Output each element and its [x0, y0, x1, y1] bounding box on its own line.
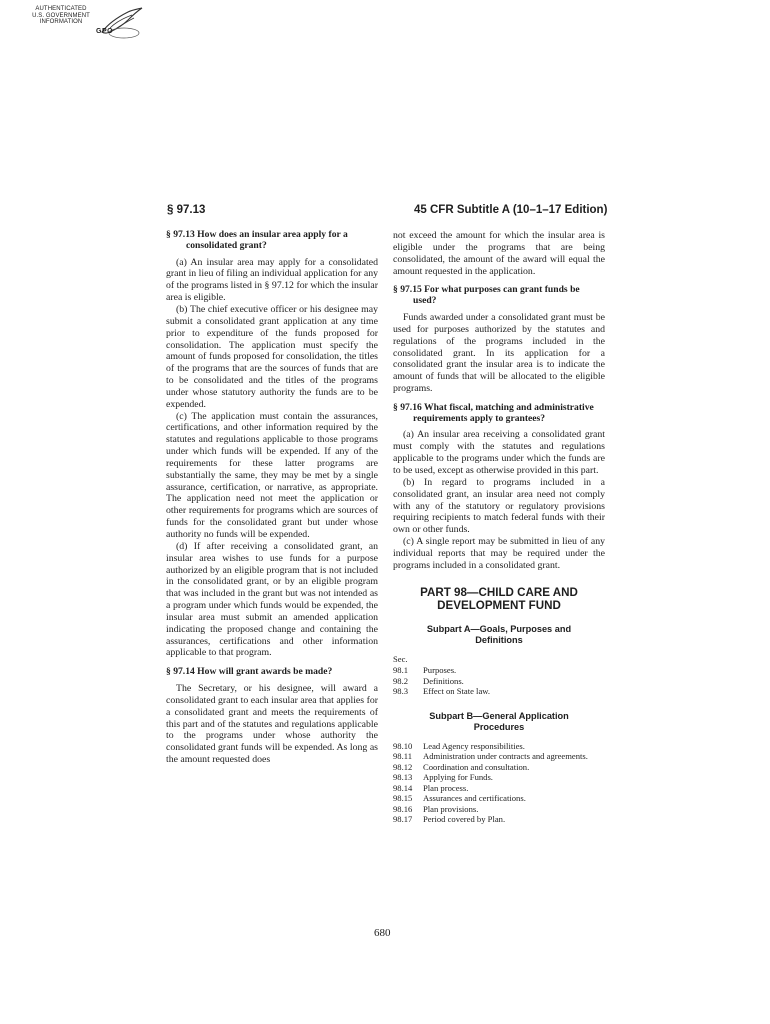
- running-head-section: § 97.13: [167, 204, 206, 216]
- toc-section-number: 98.13: [393, 772, 413, 783]
- toc-section-title: Period covered by Plan.: [423, 814, 506, 825]
- seal-text: [26, 6, 96, 26]
- toc-section-title: Assurances and certifications.: [423, 793, 526, 804]
- subpart-title-line: Subpart B—General Application: [429, 710, 569, 721]
- paragraph-97-13-c: (c) The application must contain the assurances, certifications, and other information required by the statutes and regulations applicable to those programs under which funds will be expended. If any of the requirements for these latter programs are substantially the same, they may be met by a single assurance, certification, or narrative, as appropriate. The application need not meet the application or other requirements for programs which are sources of funds for the consolidated grant but under whose authority no funds will be expended.: [166, 410, 378, 540]
- seal-line: U.S. GOVERNMENT: [32, 12, 90, 19]
- toc-entry[interactable]: [393, 676, 605, 687]
- paragraph-97-14-continued: not exceed the amount for which the insular area is eligible under the programs that are being consolidated, the amount of the award will equal the amount requested in the application.: [393, 230, 605, 277]
- toc-entry[interactable]: [393, 762, 605, 773]
- toc-section-title: Plan process.: [423, 782, 469, 793]
- toc-entry[interactable]: [393, 793, 605, 804]
- toc-section-title: Administration under contracts and agreements.: [423, 751, 588, 762]
- subpart-title-line: Procedures: [473, 721, 525, 732]
- toc-section-number: 98.15: [393, 793, 413, 804]
- right-column: [393, 230, 605, 825]
- toc-section-number: 98.1: [393, 665, 409, 676]
- paragraph-97-13-b: (b) The chief executive officer or his designee may submit a consolidated grant application at any time prior to expenditure of the funds proposed for consolidation. The application must specify the amount of funds proposed for consolidation, the titles of the programs that are the sources of funds that are to be consolidated and the titles of the programs under whose statutory authority the funds are to be expended.: [166, 303, 378, 410]
- toc-section-number: 98.16: [393, 803, 413, 814]
- subpart-b-title: [405, 711, 593, 733]
- toc-section-number: 98.11: [393, 751, 413, 762]
- toc-section-title: Definitions.: [423, 675, 464, 686]
- toc-entry[interactable]: [393, 751, 605, 762]
- left-column: [166, 230, 378, 766]
- paragraph-97-13-a: (a) An insular area may apply for a consolidated grant in lieu of filing an individual application for any of the programs listed in § 97.12 for which the insular area is eligible.: [166, 256, 378, 304]
- toc-section-number: 98.17: [393, 814, 413, 825]
- toc-section-number: 98.12: [393, 761, 413, 772]
- table-of-contents-subpart-a: [393, 654, 605, 697]
- toc-entry[interactable]: [393, 665, 605, 676]
- running-head-title: 45 CFR Subtitle A (10–1–17 Edition): [414, 204, 608, 216]
- section-heading-97-14: § 97.14 How will grant awards be made?: [166, 666, 333, 678]
- subpart-a-title: [405, 624, 593, 646]
- part-title-line: DEVELOPMENT FUND: [437, 598, 561, 612]
- toc-entry[interactable]: [393, 772, 605, 783]
- toc-section-title: Lead Agency responsibilities.: [423, 740, 525, 751]
- subpart-title-line: Subpart A—Goals, Purposes and: [426, 623, 572, 634]
- toc-section-title: Plan provisions.: [423, 803, 479, 814]
- toc-entry[interactable]: [393, 686, 605, 697]
- subpart-title-line: Definitions: [475, 634, 523, 645]
- seal-line: INFORMATION: [39, 19, 83, 25]
- section-heading-97-16: § 97.16 What fiscal, matching and administrative requirements apply to grantees?: [393, 401, 594, 424]
- toc-entry[interactable]: [393, 804, 605, 815]
- toc-entry[interactable]: [393, 741, 605, 752]
- toc-sec-label: Sec.: [393, 653, 408, 664]
- toc-section-title: Purposes.: [423, 665, 457, 676]
- paragraph-97-13-d: (d) If after receiving a consolidated grant, an insular area wishes to use funds for a purpose authorized by an eligible program that is not included in the consolidated grant, or by an eligible program that was included in the grant but was not intended as a program under which funds would be expended, the insular area must submit an amended application indicating the proposed change and containing the assurances, certifications and other information applicable to that program.: [166, 540, 378, 659]
- gpo-authentication-seal: [26, 6, 146, 46]
- part-98-title: [393, 586, 605, 612]
- toc-entry[interactable]: [393, 814, 605, 825]
- toc-section-title: Effect on State law.: [423, 686, 491, 697]
- toc-section-title: Applying for Funds.: [423, 772, 493, 783]
- seal-line: AUTHENTICATED: [35, 6, 87, 12]
- toc-section-number: 98.2: [393, 675, 409, 686]
- part-title-line: PART 98—CHILD CARE AND: [420, 585, 578, 599]
- paragraph-97-15: Funds awarded under a consolidated grant must be used for purposes authorized by the statutes and regulations of the programs included in the consolidated grant. In its application for a consolidated grant the insular area is to indicate the amount of funds that will be allocated to the eligible programs.: [393, 311, 605, 395]
- gpo-mark: GPO: [96, 28, 114, 35]
- toc-section-number: 98.10: [393, 740, 413, 751]
- section-heading-97-13: § 97.13 How does an insular area apply for a consolidated grant?: [166, 229, 348, 251]
- paragraph-97-14: The Secretary, or his designee, will award a consolidated grant to each insular area that applies for a consolidated grant and meets the requirements of this part and of the statutes and regulations applicable to the programs under whose authority the consolidated grant funds will be expended. As long as the amount requested does: [166, 683, 378, 766]
- toc-entry[interactable]: [393, 783, 605, 794]
- table-of-contents-subpart-b: [393, 741, 605, 825]
- toc-section-title: Coordination and consultation.: [423, 761, 530, 772]
- paragraph-97-16-a: (a) An insular area receiving a consolidated grant must comply with the statutes and regulations applicable to the programs under which the funds are to be used, except as otherwise provided in this part.: [393, 429, 605, 476]
- section-heading-97-15: § 97.15 For what purposes can grant funds be used?: [393, 284, 580, 307]
- paragraph-97-16-c: (c) A single report may be submitted in lieu of any individual reports that may be required under the programs included in a consolidated grant.: [393, 536, 605, 571]
- toc-section-number: 98.3: [393, 686, 409, 697]
- paragraph-97-16-b: (b) In regard to programs included in a consolidated grant, an insular area need not comply with any of the statutory or regulatory provisions requiring recipients to match federal funds with their own or other funds.: [393, 476, 605, 536]
- toc-section-number: 98.14: [393, 782, 413, 793]
- page-number: 680: [374, 927, 391, 939]
